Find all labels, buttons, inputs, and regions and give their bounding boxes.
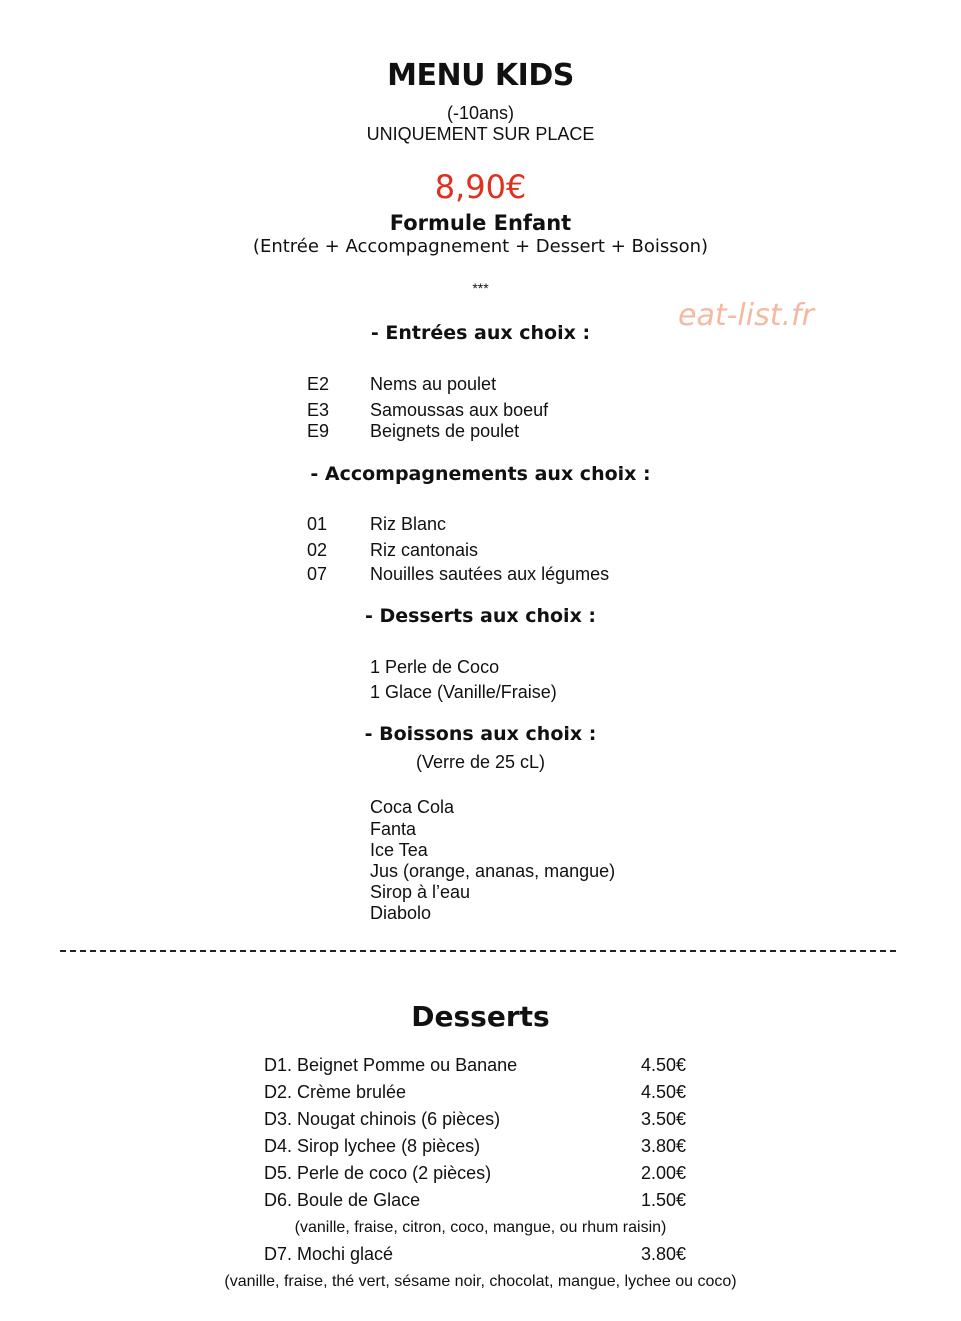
- boissons-heading: - Boissons aux choix :: [364, 723, 597, 745]
- boissons-note: (Verre de 25 cL): [415, 752, 546, 772]
- list-item: Ice Tea: [370, 840, 428, 860]
- dessert-name: D6. Boule de Glace: [264, 1190, 421, 1210]
- list-item: Riz Blanc: [370, 514, 447, 534]
- list-item: Riz cantonais: [370, 540, 479, 560]
- dessert-price: 3.80€: [641, 1136, 687, 1156]
- list-item: Samoussas aux boeuf: [370, 400, 549, 420]
- desserts-heading: Desserts: [411, 1000, 550, 1033]
- page-title: MENU KIDS: [387, 58, 574, 93]
- formule-description: (Entrée + Accompagnement + Dessert + Boisson): [252, 236, 709, 257]
- dessert-name: D5. Perle de coco (2 pièces): [264, 1163, 492, 1183]
- dessert-name: D7. Mochi glacé: [264, 1244, 394, 1264]
- list-item: 1 Glace (Vanille/Fraise): [370, 682, 557, 702]
- dessert-name: D1. Beignet Pomme ou Banane: [264, 1055, 518, 1075]
- dashed-divider: [60, 950, 896, 952]
- list-item: Jus (orange, ananas, mangue): [370, 861, 616, 881]
- item-code: 01: [307, 514, 328, 534]
- item-code: E2: [307, 374, 330, 394]
- item-code: E3: [307, 400, 330, 420]
- dessert-name: D4. Sirop lychee (8 pièces): [264, 1136, 481, 1156]
- dessert-price: 1.50€: [641, 1190, 687, 1210]
- list-item: Fanta: [370, 819, 417, 839]
- item-code: E9: [307, 421, 330, 441]
- list-item: Coca Cola: [370, 797, 455, 817]
- accompagnements-heading: - Accompagnements aux choix :: [310, 463, 651, 485]
- list-item: Beignets de poulet: [370, 421, 520, 441]
- dessert-note: (vanille, fraise, thé vert, sésame noir, chocolat, mangue, lychee ou coco): [224, 1273, 737, 1290]
- item-code: 02: [307, 540, 328, 560]
- list-item: Nouilles sautées aux légumes: [370, 564, 610, 584]
- entrees-heading: - Entrées aux choix :: [370, 322, 591, 344]
- separator-stars: ***: [472, 280, 489, 296]
- formule-title: Formule Enfant: [389, 211, 572, 235]
- list-item: Sirop à l’eau: [370, 882, 471, 902]
- on-site-note: UNIQUEMENT SUR PLACE: [366, 124, 595, 144]
- age-note: (-10ans): [446, 103, 515, 123]
- list-item: Diabolo: [370, 903, 432, 923]
- list-item: 1 Perle de Coco: [370, 657, 500, 677]
- dessert-name: D2. Crème brulée: [264, 1082, 407, 1102]
- list-item: Nems au poulet: [370, 374, 497, 394]
- menu-price: 8,90€: [434, 168, 527, 206]
- dessert-price: 3.80€: [641, 1244, 687, 1264]
- dessert-note: (vanille, fraise, citron, coco, mangue, ou rhum raisin): [294, 1219, 667, 1236]
- dessert-price: 4.50€: [641, 1082, 687, 1102]
- dessert-price: 3.50€: [641, 1109, 687, 1129]
- dessert-price: 4.50€: [641, 1055, 687, 1075]
- item-code: 07: [307, 564, 328, 584]
- desserts-kids-heading: - Desserts aux choix :: [364, 605, 597, 627]
- dessert-name: D3. Nougat chinois (6 pièces): [264, 1109, 501, 1129]
- dessert-price: 2.00€: [641, 1163, 687, 1183]
- watermark: eat-list.fr: [678, 298, 814, 333]
